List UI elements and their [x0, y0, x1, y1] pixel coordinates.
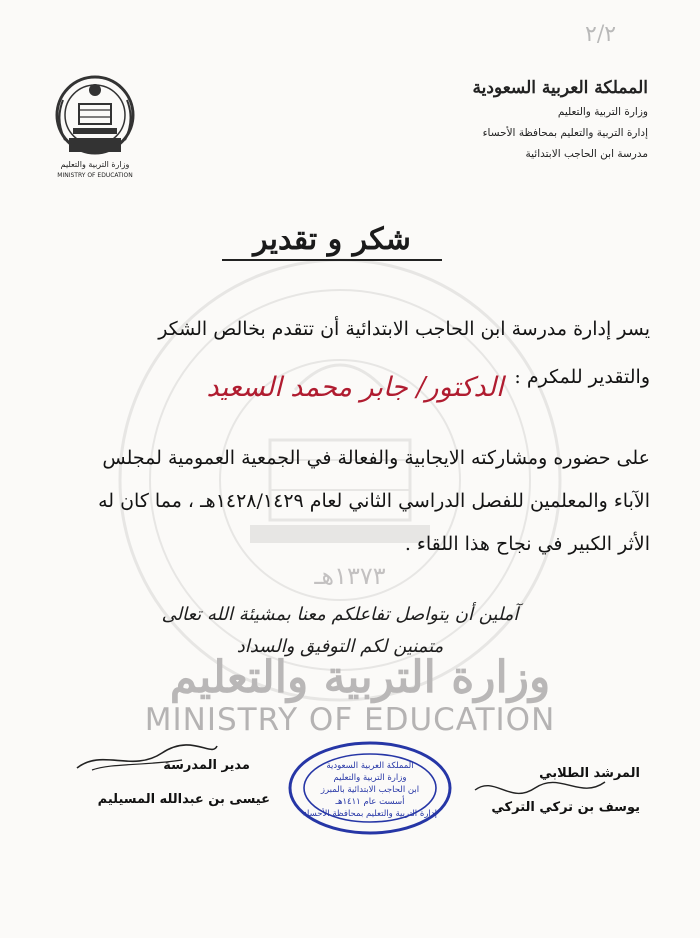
principal-name: عيسى بن عبدالله المسيليم: [97, 792, 270, 807]
body-line-4: الآباء والمعلمين للفصل الدراسي الثاني لعام ١٤٢٨/١٤٢٩هـ ، مما كان له: [98, 490, 650, 512]
stamp-line-2: وزارة التربية والتعليم: [333, 773, 407, 783]
closing-line-2: متمنين لكم التوفيق والسداد: [236, 636, 444, 657]
kingdom-name: المملكة العربية السعودية: [472, 78, 648, 98]
watermark-ministry-arabic: وزارة التربية والتعليم: [169, 652, 551, 703]
stamp-line-1: المملكة العربية السعودية: [326, 761, 414, 771]
counselor-title: المرشد الطلابي: [539, 766, 640, 781]
counselor-name: يوسف بن تركي التركي: [491, 800, 640, 815]
body-line-1: يسر إدارة مدرسة ابن الحاجب الابتدائية أن تتقدم بخالص الشكر: [158, 318, 650, 340]
principal-title: مدير المدرسة: [163, 758, 250, 773]
letterhead: [408, 78, 648, 165]
directorate-name: إدارة التربية والتعليم بمحافظة الأحساء: [482, 127, 648, 139]
stamp-line-4: أسست عام ١٤١١هـ: [335, 797, 405, 807]
school-name: مدرسة ابن الحاجب الابتدائية: [525, 148, 648, 160]
stamp-line-3: ابن الحاجب الابتدائية بالمبرز: [320, 785, 420, 795]
logo-caption-arabic: وزارة التربية والتعليم: [60, 160, 130, 169]
watermark-year: ١٣٧٣هـ: [314, 562, 386, 590]
closing-line-1: آملين أن يتواصل تفاعلكم معنا بمشيئة الله تعالى: [161, 604, 519, 625]
page-number: ٢/٢: [585, 22, 617, 47]
body-line-3: على حضوره ومشاركته الايجابية والفعالة في الجمعية العمومية لمجلس: [102, 447, 650, 469]
logo-caption-english: MINISTRY OF EDUCATION: [57, 172, 133, 179]
stamp-line-5: إدارة التربية والتعليم بمحافظة الأحساء: [303, 809, 437, 819]
body-line-5: الأثر الكبير في نجاح هذا اللقاء .: [404, 533, 650, 555]
ministry-name: وزارة التربية والتعليم: [557, 106, 648, 118]
watermark-ministry-english: MINISTRY OF EDUCATION: [144, 702, 556, 738]
stamp-text: [300, 760, 440, 820]
recipient-name: الدكتور/ جابر محمد السعيد: [206, 372, 504, 403]
certificate-title: شكر و تقدير: [222, 222, 442, 261]
body-line-2: والتقدير للمكرم :: [514, 366, 650, 388]
